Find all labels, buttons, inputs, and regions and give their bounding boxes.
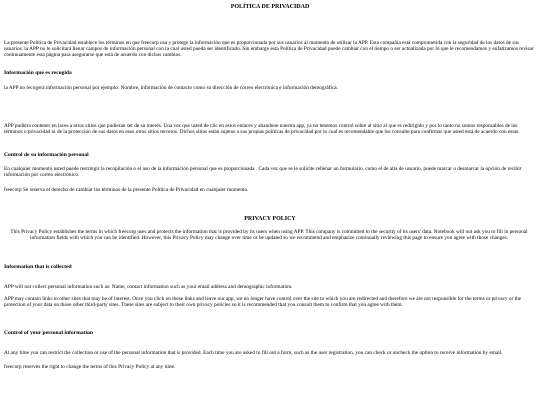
heading-collected-es: Información que es recogida	[4, 70, 72, 76]
paragraph-control-es: En cualquier momento usted puede restringir la recopilación o el uso de la información personal que es proporcionada . Cada vez que se le solicite rellenar un formulario, como el de alta de usuario, puede marcar o desmarcar la opción de recibir información por correo electrónico.	[4, 166, 522, 179]
heading-collected-en: Information that is collected	[4, 264, 72, 270]
heading-control-en: Control of your personal information	[4, 330, 93, 336]
heading-control-es: Control de su información personal	[4, 152, 89, 158]
paragraph-links-en: APP may contain links to other sites that may be of interest. Once you click on these links and leave our app, we no longer have control over the site to which you are redirected and therefore we are not responsible for the terms or privacy or the protection of your data on those other third-party sites. These sites are subject to their own privacy policies so it is recommended that you consult them to confirm that you agree with them.	[4, 296, 522, 309]
title-en: PRIVACY POLICY	[244, 216, 296, 222]
intro-es: La presente Política de Privacidad establece los términos en que freecorp usa y protege la información que es proporcionada por sus usuarios al momento de utilizar la APP. Esta compañía está comprometida con la seguridad de los datos de sus usuarios. la APP no le solicitará llenar campos de información personal con la cual usted pueda ser identificado. Sin embargo esta Política de Privacidad puede cambiar con el tiempo o ser actualizada por lo que le recomendamos y enfatizamos revisar continuamente esta página para asegurarse que está de acuerdo con dichos cambios.	[4, 40, 534, 59]
paragraph-control-en: At any time you can restrict the collection or use of the personal information that is provided. Each time you are asked to fill out a form, such as the user registration, you can check or uncheck the option to receive information by email.	[4, 350, 503, 356]
paragraph-links-es: APP pudiera contener en laces a otros sitios que pudieran ser de su interés. Una vez que usted de clic en estos enlaces y abandone nuestra app, ya no tenemos control sobre al sitio al que es redirigido y por lo tanto no somos responsables de los términos o privacidad ni de la protección de sus datos en esos otros sitios terceros. Dichos sitios están sujetos a sus propias políticas de privacidad por lo cual es recomendable que los consulte para confirmar que usted está de acuerdo con estas.	[4, 123, 520, 136]
paragraph-collected-es: la APP no recogerá información personal por ejemplo: Nombre, información de contacto como su dirección de correo electrónica e información demográfica.	[4, 85, 338, 91]
paragraph-reserve-en: freecorp reserves the right to change the terms of this Privacy Policy at any time.	[4, 364, 176, 370]
paragraph-collected-en: APP will not collect personal information such as: Name, contact information such as your email address and demographic information.	[4, 284, 293, 290]
intro-en: This Privacy Policy establishes the terms in which freecorp uses and protects the information that is provided by its users when using APP. This company is committed to the security of its users' data. Notebook will not ask you to fill in personal information fields with which you can be identified. However, this Privacy Policy may change over time or be updated so we recommend and emphasize continually reviewing this page to ensure you agree with those changes.	[10, 229, 528, 242]
title-es: POLÍTICA DE PRIVACIDAD	[230, 4, 310, 10]
paragraph-reserve-es: freecorp Se reserva el derecho de cambiar los términos de la presente Política de Privacidad en cualquier momento.	[4, 187, 249, 193]
